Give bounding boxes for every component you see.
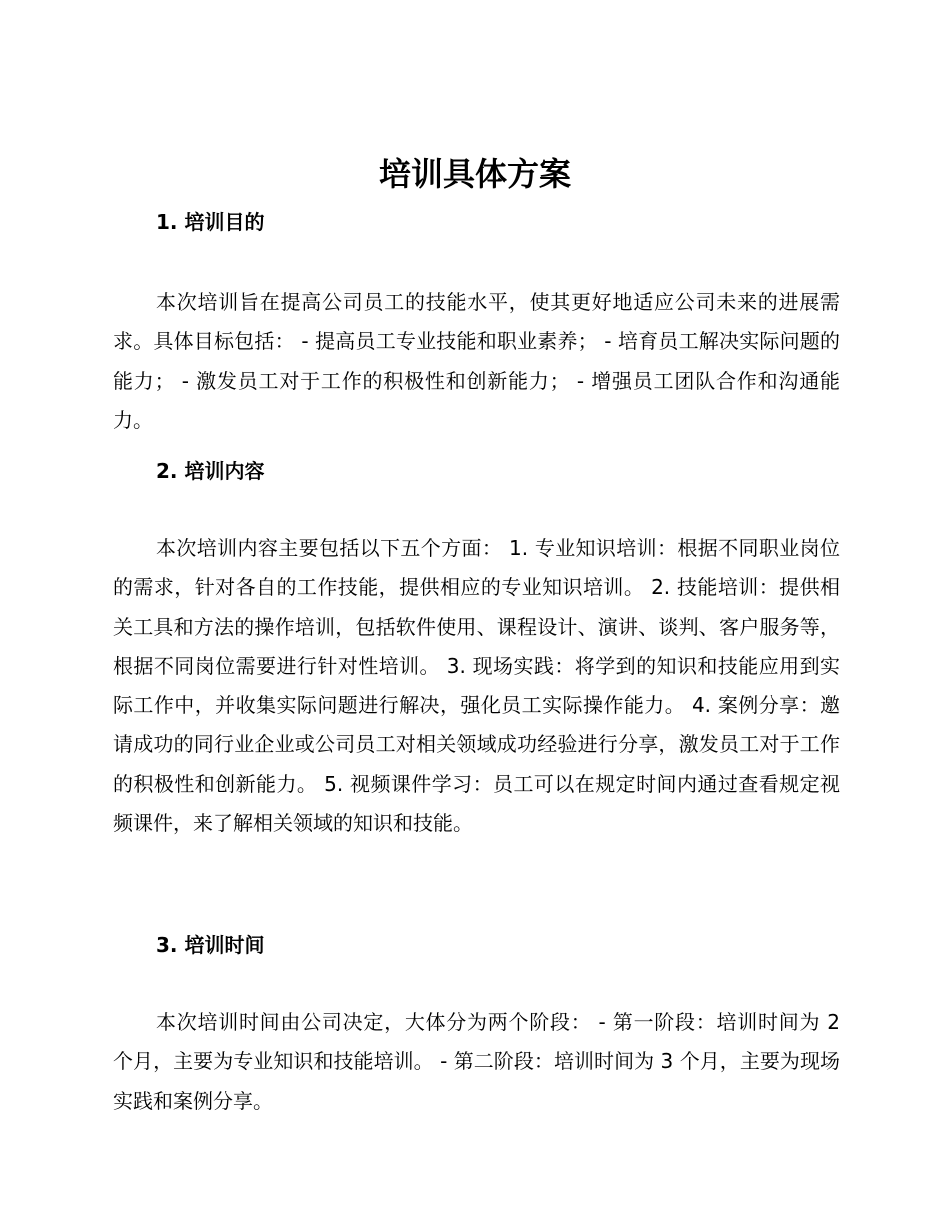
- section-training-time: [113, 930, 840, 1121]
- section-paragraph: 本次培训内容主要包括以下五个方面： 1. 专业知识培训：根据不同职业岗位的需求，针对各自的工作技能，提供相应的专业知识培训。 2. 技能培训：提供相关工具和方法的操作培训，包括软件使用、课程设计、演讲、谈判、客户服务等，根据不同岗位需要进行针对性培训。 3. 现场实践：将学到的知识和技能应用到实际工作中，并收集实际问题进行解决，强化员工实际操作能力。 4. 案例分享：邀请成功的同行业企业或公司员工对相关领域成功经验进行分享，激发员工对于工作的积极性和创新能力。 5. 视频课件学习：员工可以在规定时间内通过查看规定视频课件，来了解相关领域的知识和技能。: [113, 536, 840, 836]
- section-heading: 2. 培训内容: [156, 459, 265, 483]
- section-training-purpose: [113, 207, 840, 440]
- document-title: 培训具体方案: [378, 155, 571, 193]
- section-paragraph: 本次培训旨在提高公司员工的技能水平，使其更好地适应公司未来的进展需求。具体目标包括： - 提高员工专业技能和职业素养； - 培育员工解决实际问题的能力； - 激发员工对于工作的积极性和创新能力； - 增强员工团队合作和沟通能力。: [113, 290, 840, 432]
- section-paragraph: 本次培训时间由公司决定，大体分为两个阶段： - 第一阶段：培训时间为 2 个月，主要为专业知识和技能培训。 - 第二阶段：培训时间为 3 个月，主要为现场实践和案例分享。: [113, 1010, 840, 1113]
- section-heading: 1. 培训目的: [156, 210, 265, 234]
- section-training-content: [113, 456, 840, 843]
- section-heading: 3. 培训时间: [156, 933, 265, 957]
